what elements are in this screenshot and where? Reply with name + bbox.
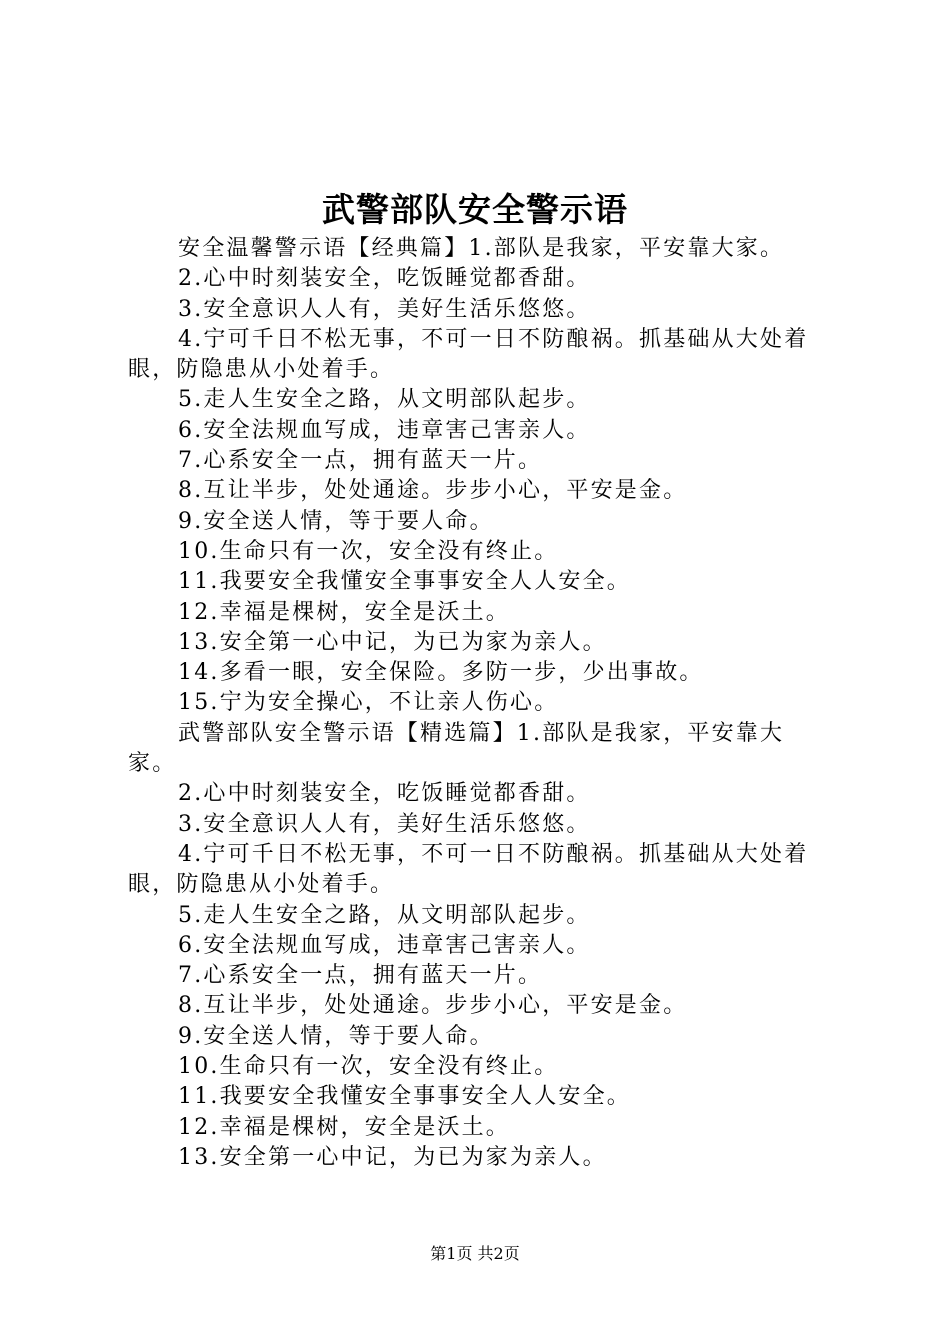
paragraph: 5.走人生安全之路，从文明部队起步。	[178, 387, 591, 413]
paragraph: 10.生命只有一次，安全没有终止。	[178, 538, 559, 564]
paragraph: 11.我要安全我懂安全事事安全人人安全。	[178, 1084, 631, 1110]
paragraph: 12.幸福是棵树，安全是沃土。	[178, 1114, 510, 1140]
paragraph: 7.心系安全一点，拥有蓝天一片。	[178, 963, 543, 989]
paragraph: 5.走人生安全之路，从文明部队起步。	[178, 902, 591, 928]
paragraph: 3.安全意识人人有，美好生活乐悠悠。	[178, 296, 591, 322]
paragraph: 15.宁为安全操心，不让亲人伤心。	[178, 690, 559, 716]
paragraph: 武警部队安全警示语【精选篇】1.部队是我家，平安靠大家。	[128, 720, 785, 777]
document-body	[128, 234, 832, 1173]
paragraph: 12.幸福是棵树，安全是沃土。	[178, 599, 510, 625]
paragraph: 13.安全第一心中记，为已为家为亲人。	[178, 1144, 607, 1170]
paragraph: 9.安全送人情，等于要人命。	[178, 1023, 494, 1049]
paragraph: 4.宁可千日不松无事，不可一日不防酿祸。抓基础从大处着眼，防隐患从小处着手。	[128, 841, 809, 898]
paragraph: 14.多看一眼，安全保险。多防一步，少出事故。	[178, 660, 704, 686]
document-title: 武警部队安全警示语	[322, 190, 628, 229]
paragraph: 2.心中时刻装安全，吃饭睡觉都香甜。	[178, 781, 591, 807]
paragraph: 11.我要安全我懂安全事事安全人人安全。	[178, 569, 631, 595]
paragraph: 2.心中时刻装安全，吃饭睡觉都香甜。	[178, 266, 591, 292]
paragraph: 6.安全法规血写成，违章害己害亲人。	[178, 932, 591, 958]
paragraph: 13.安全第一心中记，为已为家为亲人。	[178, 629, 607, 655]
paragraph: 4.宁可千日不松无事，不可一日不防酿祸。抓基础从大处着眼，防隐患从小处着手。	[128, 326, 809, 383]
paragraph: 10.生命只有一次，安全没有终止。	[178, 1054, 559, 1080]
paragraph: 8.互让半步，处处通途。步步小心，平安是金。	[178, 478, 688, 504]
paragraph: 3.安全意识人人有，美好生活乐悠悠。	[178, 811, 591, 837]
paragraph: 6.安全法规血写成，违章害己害亲人。	[178, 417, 591, 443]
paragraph: 7.心系安全一点，拥有蓝天一片。	[178, 448, 543, 474]
paragraph: 安全温馨警示语【经典篇】1.部队是我家，平安靠大家。	[178, 236, 785, 261]
page-footer: 第1页 共2页	[430, 1244, 520, 1263]
paragraph: 8.互让半步，处处通途。步步小心，平安是金。	[178, 993, 688, 1019]
paragraph: 9.安全送人情，等于要人命。	[178, 508, 494, 534]
